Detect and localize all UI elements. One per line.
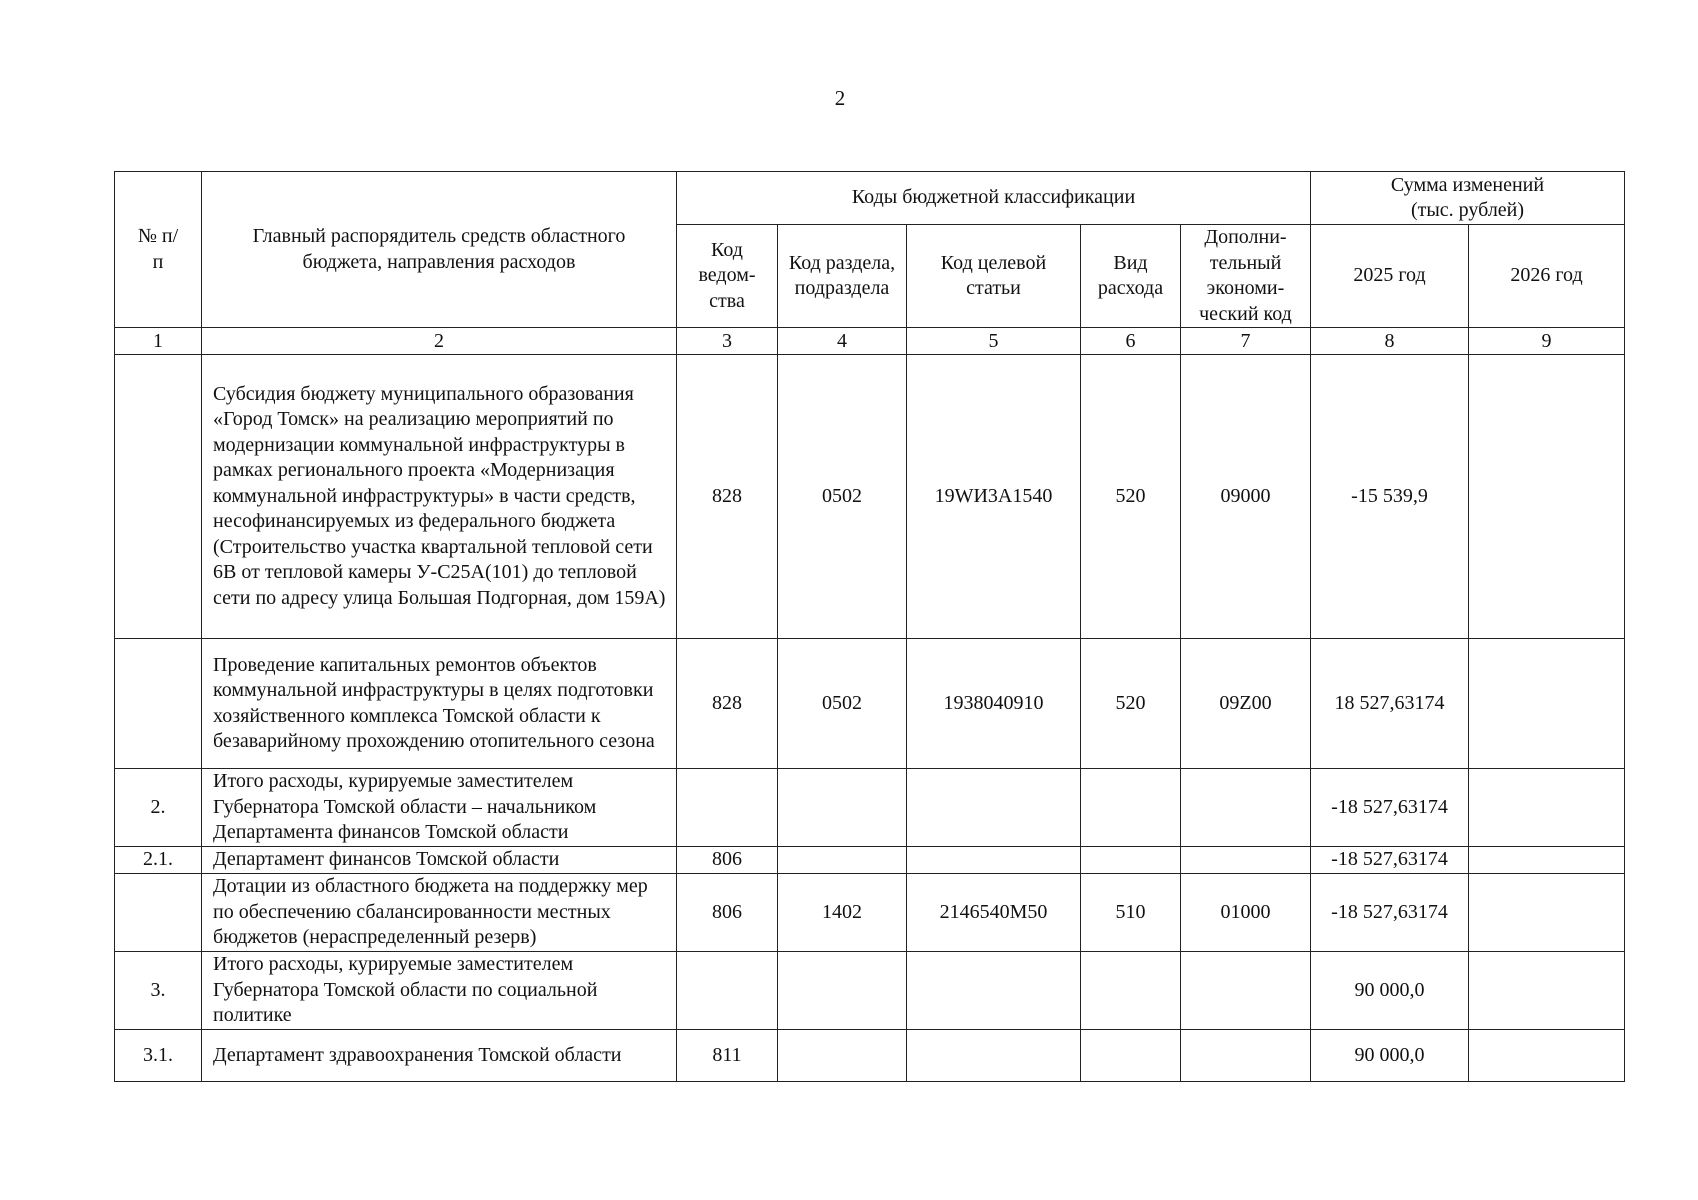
row-sum-2025: 90 000,0 <box>1311 952 1469 1030</box>
row-num: 3. <box>115 952 202 1030</box>
row-additional-code <box>1181 952 1311 1030</box>
header-year-2025: 2025 год <box>1311 225 1469 328</box>
row-expense-type <box>1081 847 1181 874</box>
row-code-department: 806 <box>677 874 778 952</box>
column-numbers-row <box>115 328 1625 355</box>
column-number: 1 <box>115 328 202 355</box>
row-description: Итого расходы, курируемые заместителем Губернатора Томской области – начальником Департамента финансов Томской области <box>202 769 677 847</box>
column-number: 2 <box>202 328 677 355</box>
row-sum-2026 <box>1469 952 1625 1030</box>
table-row <box>115 847 1625 874</box>
row-num <box>115 639 202 769</box>
header-row-top <box>115 172 1625 225</box>
row-description: Субсидия бюджету муниципального образования «Город Томск» на реализацию мероприятий по модернизации коммунальной инфраструктуры в рамках регионального проекта «Модернизация коммунальной инфраструктуры» в части средств, несофинансируемых из федерального бюджета (Строительство участка квартальной тепловой сети 6В от тепловой камеры У-С25А(101) до тепловой сети по адресу улица Большая Подгорная, дом 159А) <box>202 355 677 639</box>
row-sum-2025: 18 527,63174 <box>1311 639 1469 769</box>
row-num <box>115 355 202 639</box>
row-code-department: 828 <box>677 355 778 639</box>
row-sum-2026 <box>1469 847 1625 874</box>
row-code-section: 0502 <box>778 639 907 769</box>
row-sum-2026 <box>1469 639 1625 769</box>
row-code-target <box>907 1030 1081 1082</box>
page-number: 2 <box>834 86 846 110</box>
table-row <box>115 355 1625 639</box>
column-number: 7 <box>1181 328 1311 355</box>
row-additional-code: 09Z00 <box>1181 639 1311 769</box>
row-expense-type: 510 <box>1081 874 1181 952</box>
column-number: 8 <box>1311 328 1469 355</box>
row-code-department: 811 <box>677 1030 778 1082</box>
row-num: 2. <box>115 769 202 847</box>
row-code-section <box>778 847 907 874</box>
column-number: 5 <box>907 328 1081 355</box>
row-description: Итого расходы, курируемые заместителем Губернатора Томской области по социальной политике <box>202 952 677 1030</box>
row-description: Департамент финансов Томской области <box>202 847 677 874</box>
row-code-target: 1938040910 <box>907 639 1081 769</box>
row-expense-type <box>1081 952 1181 1030</box>
table-row <box>115 769 1625 847</box>
row-additional-code: 09000 <box>1181 355 1311 639</box>
row-description: Проведение капитальных ремонтов объектов коммунальной инфраструктуры в целях подготовки хозяйственного комплекса Томской области к безаварийному прохождению отопительного сезона <box>202 639 677 769</box>
row-code-section: 0502 <box>778 355 907 639</box>
row-code-section <box>778 952 907 1030</box>
row-num: 2.1. <box>115 847 202 874</box>
column-number: 6 <box>1081 328 1181 355</box>
row-additional-code <box>1181 769 1311 847</box>
table-row <box>115 874 1625 952</box>
row-additional-code: 01000 <box>1181 874 1311 952</box>
header-sum-group: Сумма изменений (тыс. рублей) <box>1311 172 1625 225</box>
row-sum-2026 <box>1469 874 1625 952</box>
row-code-department: 806 <box>677 847 778 874</box>
row-sum-2026 <box>1469 1030 1625 1082</box>
header-codes-group: Коды бюджетной классификации <box>677 172 1311 225</box>
header-code-department: Код ведом-ства <box>677 225 778 328</box>
row-code-target <box>907 952 1081 1030</box>
row-sum-2025: -18 527,63174 <box>1311 769 1469 847</box>
row-num: 3.1. <box>115 1030 202 1082</box>
row-sum-2025: -18 527,63174 <box>1311 847 1469 874</box>
header-main-distributor: Главный распорядитель средств областного бюджета, направления расходов <box>202 172 677 328</box>
row-additional-code <box>1181 1030 1311 1082</box>
row-expense-type <box>1081 769 1181 847</box>
header-expense-type: Вид расхода <box>1081 225 1181 328</box>
budget-changes-table <box>114 171 1625 1082</box>
column-number: 3 <box>677 328 778 355</box>
row-expense-type <box>1081 1030 1181 1082</box>
row-description: Департамент здравоохранения Томской области <box>202 1030 677 1082</box>
header-code-target: Код целевой статьи <box>907 225 1081 328</box>
column-number: 9 <box>1469 328 1625 355</box>
table-row <box>115 952 1625 1030</box>
row-expense-type: 520 <box>1081 355 1181 639</box>
table-row <box>115 639 1625 769</box>
row-code-section: 1402 <box>778 874 907 952</box>
row-sum-2025: -15 539,9 <box>1311 355 1469 639</box>
row-code-target: 19WИ3А1540 <box>907 355 1081 639</box>
row-expense-type: 520 <box>1081 639 1181 769</box>
header-year-2026: 2026 год <box>1469 225 1625 328</box>
row-code-section <box>778 1030 907 1082</box>
row-sum-2025: 90 000,0 <box>1311 1030 1469 1082</box>
row-sum-2025: -18 527,63174 <box>1311 874 1469 952</box>
row-code-department <box>677 769 778 847</box>
row-sum-2026 <box>1469 769 1625 847</box>
column-number: 4 <box>778 328 907 355</box>
header-additional-code: Дополни-тельный экономи-ческий код <box>1181 225 1311 328</box>
row-sum-2026 <box>1469 355 1625 639</box>
row-num <box>115 874 202 952</box>
row-code-department: 828 <box>677 639 778 769</box>
row-code-department <box>677 952 778 1030</box>
row-additional-code <box>1181 847 1311 874</box>
table-row <box>115 1030 1625 1082</box>
row-code-section <box>778 769 907 847</box>
header-num: № п/п <box>115 172 202 328</box>
row-code-target: 2146540M50 <box>907 874 1081 952</box>
row-description: Дотации из областного бюджета на поддержку мер по обеспечению сбалансированности местных бюджетов (нераспределенный резерв) <box>202 874 677 952</box>
row-code-target <box>907 769 1081 847</box>
header-code-section: Код раздела, подраздела <box>778 225 907 328</box>
row-code-target <box>907 847 1081 874</box>
